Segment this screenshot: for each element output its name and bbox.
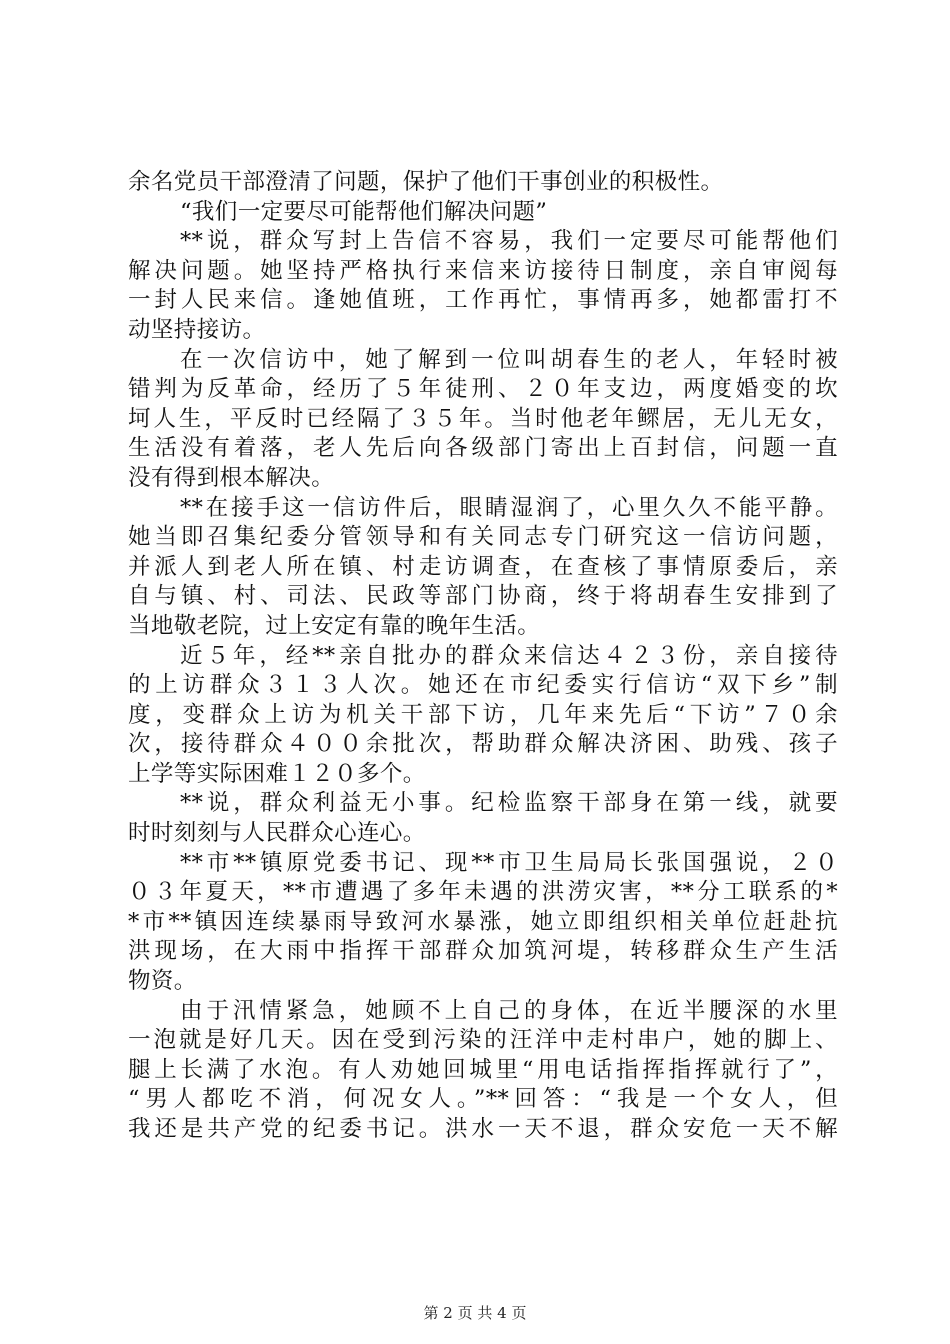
text-line: 在一次信访中，她了解到一位叫胡春生的老人，年轻时被 — [180, 346, 838, 373]
text-line: 一封人民来信。逢她值班，工作再忙，事情再多，她都雷打不 — [128, 287, 838, 314]
text-line: 解决问题。她坚持严格执行来信来访接待日制度，亲自审阅每 — [128, 257, 838, 284]
text-line: 腿上长满了水泡。有人劝她回城里“用电话指挥指挥就行了”， — [128, 1056, 838, 1083]
text-line: 的上访群众３１３人次。她还在市纪委实行信访“双下乡”制 — [128, 672, 838, 699]
text-line: 物资。 — [128, 968, 197, 995]
text-line: 动坚持接访。 — [128, 316, 266, 343]
text-line: 一泡就是好几天。因在受到污染的汪洋中走村串户，她的脚上、 — [128, 1027, 838, 1054]
text-line: 洪现场，在大雨中指挥干部群众加筑河堤，转移群众生产生活 — [128, 938, 838, 965]
text-line: *市**镇因连续暴雨导致河水暴涨，她立即组织相关单位赶赴抗 — [128, 908, 838, 935]
text-line: 错判为反革命，经历了５年徒刑、２０年支边，两度婚变的坎 — [128, 376, 838, 403]
text-line: **说，群众写封上告信不容易，我们一定要尽可能帮他们 — [180, 228, 838, 255]
text-line: 度，变群众上访为机关干部下访，几年来先后“下访”７０余 — [128, 701, 838, 728]
text-line: 余名党员干部澄清了问题，保护了他们干事创业的积极性。 — [128, 169, 724, 195]
text-line: 并派人到老人所在镇、村走访调查，在查核了事情原委后，亲 — [128, 553, 838, 580]
text-line: 近５年，经**亲自批办的群众来信达４２３份，亲自接待 — [180, 642, 838, 669]
text-line: “男人都吃不消，何况女人。”**回答：“我是一个女人，但 — [128, 1086, 838, 1113]
text-line: 她当即召集纪委分管领导和有关同志专门研究这一信访问题， — [128, 524, 838, 551]
text-line: 坷人生，平反时已经隔了３５年。当时他老年鳏居，无儿无女， — [128, 405, 838, 432]
page-number: 第 2 页 共 4 页 — [423, 1304, 527, 1322]
text-line: 生活没有着落，老人先后向各级部门寄出上百封信，问题一直 — [128, 435, 838, 462]
document-body — [128, 168, 838, 1145]
text-line: 时时刻刻与人民群众心连心。 — [128, 820, 426, 847]
text-line: “我们一定要尽可能帮他们解决问题” — [180, 198, 548, 225]
text-line: 没有得到根本解决。 — [128, 464, 335, 491]
text-line: 自与镇、村、司法、民政等部门协商，终于将胡春生安排到了 — [128, 583, 838, 610]
text-line: 我还是共产党的纪委书记。洪水一天不退，群众安危一天不解 — [128, 1116, 838, 1142]
text-line: **说，群众利益无小事。纪检监察干部身在第一线，就要 — [180, 790, 838, 817]
text-line: ０３年夏天，**市遭遇了多年未遇的洪涝灾害，**分工联系的* — [128, 879, 838, 906]
text-line: **在接手这一信访件后，眼睛湿润了，心里久久不能平静。 — [180, 494, 838, 521]
page-footer — [0, 1302, 950, 1323]
text-line: **市**镇原党委书记、现**市卫生局局长张国强说，２０ — [180, 849, 838, 876]
text-line: 次，接待群众４００余批次，帮助群众解决济困、助残、孩子 — [128, 731, 838, 758]
text-line: 由于汛情紧急，她顾不上自己的身体，在近半腰深的水里 — [180, 997, 838, 1024]
text-line: 当地敬老院，过上安定有靠的晚年生活。 — [128, 612, 541, 639]
text-line: 上学等实际困难１２０多个。 — [128, 760, 426, 787]
